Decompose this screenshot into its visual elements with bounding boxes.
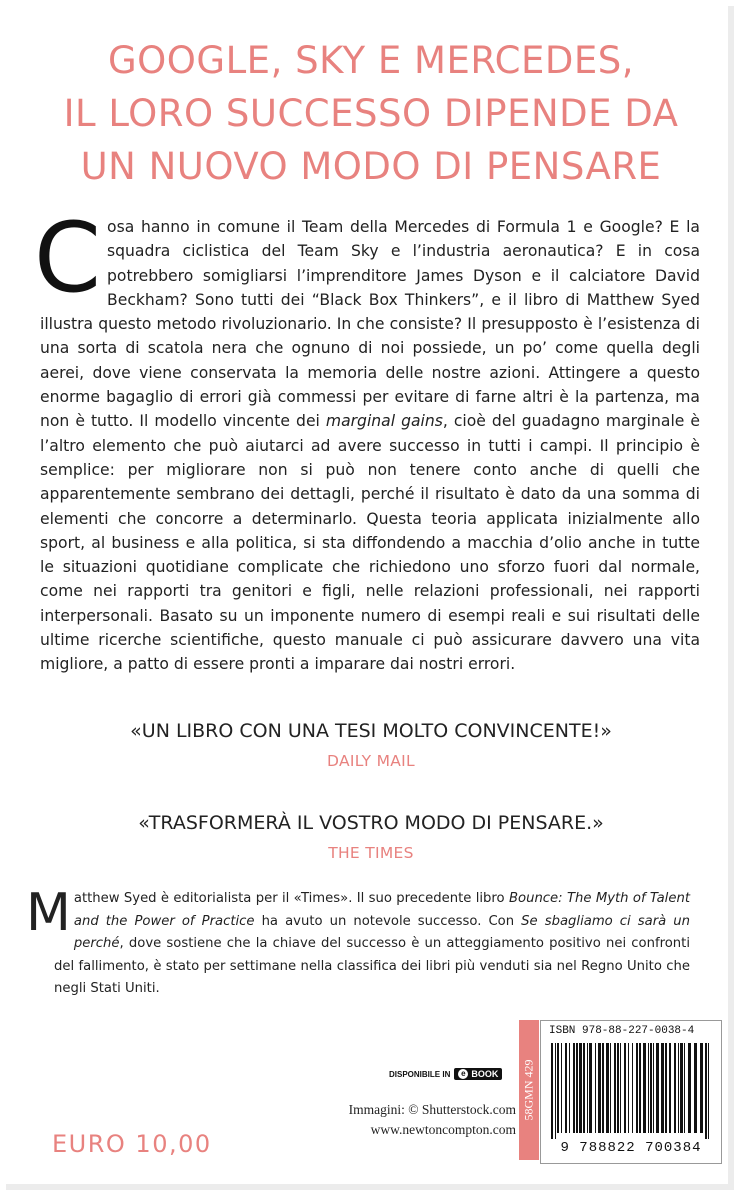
bio-text-1: atthew Syed è editorialista per il «Times». Il suo precedente libro [73, 891, 509, 906]
review-quote-2 [0, 812, 742, 862]
isbn-label: ISBN 978-88-227-0038-4 [549, 1025, 695, 1037]
description-drop-cap: C [34, 202, 102, 314]
bio-text-3: , dove sostiene che la chiave del successo è un atteggiamento positivo nei confronti del fallimento, è stato per settimane nella classifica dei libri più venduti sia nel Regno Unito che negli Stati Uniti. [54, 936, 690, 996]
description-text-2: , cioè del guadagno marginale è l’altro elemento che può aiutarci ad avere successo in tutti i campi. Il principio è semplice: per migliorare non si può non tenere conto anche di quelli che apparentemente sembrano dei dettagli, perché il risultato è dato da una somma di elementi che concorre a determinarlo. Questa teoria applicata inizialmente allo sport, al business e alla politica, si sta diffondendo a macchia d’olio anche in tutte le situazioni quotidiane complicate che richiedono uno sforzo fuori dal normale, come nei rapporti tra genitori e figli, nelle relazioni professionali, nei rapporti interpersonali. Basato su un imponente numero di esempi reali e sui risultati delle ultime ricerche scientifiche, questo manuale ci può assicurare davvero una vita migliore, a patto di essere pronti a imparare dai nostri errori. [40, 412, 700, 674]
credits [334, 1100, 516, 1140]
ebook-label: DISPONIBILE IN [389, 1069, 451, 1079]
author-bio [26, 883, 690, 1001]
headline-line-3: UN NUOVO MODO DI PENSARE [80, 145, 662, 188]
headline-line-1: GOOGLE, SKY E MERCEDES, [107, 39, 635, 82]
series-code: 58GMN 429 [521, 1059, 536, 1121]
bio-text-2: ha avuto un notevole successo. Con [254, 913, 522, 929]
bio-italic-2: Se sbagliamo ci sarà un perché [73, 913, 690, 951]
description-paragraph [34, 202, 700, 677]
ebook-badge [454, 1068, 502, 1080]
image-credit: Immagini: © Shutterstock.com [348, 1102, 516, 1117]
series-code-box [519, 1020, 539, 1160]
price: EURO 10,00 [52, 1130, 212, 1158]
ebook-badge-text: BOOK [471, 1069, 499, 1079]
description-italic: marginal gains [325, 412, 443, 431]
bio-italic-1: Bounce: The Myth of Talent and the Power of Practice [73, 891, 690, 929]
review-quote-2-source: THE TIMES [328, 844, 414, 862]
publisher-website: www.newtoncompton.com [370, 1122, 516, 1137]
ebook-availability [389, 1068, 502, 1080]
review-quote-1-source: DAILY MAIL [327, 752, 415, 770]
review-quote-1 [0, 720, 742, 770]
barcode-icon [551, 1043, 711, 1139]
review-quote-2-text: «TRASFORMERÀ IL VOSTRO MODO DI PENSARE.» [138, 812, 604, 834]
headline-line-2: IL LORO SUCCESSO DIPENDE DA [63, 92, 679, 135]
description-text-1: osa hanno in comune il Team della Mercedes di Formula 1 e Google? E la squadra ciclistica del Team Sky e l’industria aeronautica? E in cosa potrebbero somigliarsi l’imprenditore James Dyson e il calciatore David Beckham? Sono tutti dei “Black Box Thinkers”, e il libro di Matthew Syed illustra questo metodo rivoluzionario. In che consiste? Il presupposto è l’esistenza di una sorta di scatola nera che ognuno di noi possiede, un po’ come quella degli aerei, dove viene conservata la memoria delle nostre azioni. Attingere a questo enorme bagaglio di errori già commessi per evitare di farne altri è la partenza, ma non è tutto. Il modello vincente dei [40, 218, 700, 431]
headline [0, 34, 742, 193]
bio-drop-cap: M [26, 883, 71, 943]
review-quote-1-text: «UN LIBRO CON UNA TESI MOLTO CONVINCENTE!» [130, 720, 612, 742]
ean-number: 9 788822 700384 [560, 1140, 702, 1156]
barcode-box [540, 1020, 722, 1164]
ebook-e-icon: e [458, 1069, 468, 1079]
